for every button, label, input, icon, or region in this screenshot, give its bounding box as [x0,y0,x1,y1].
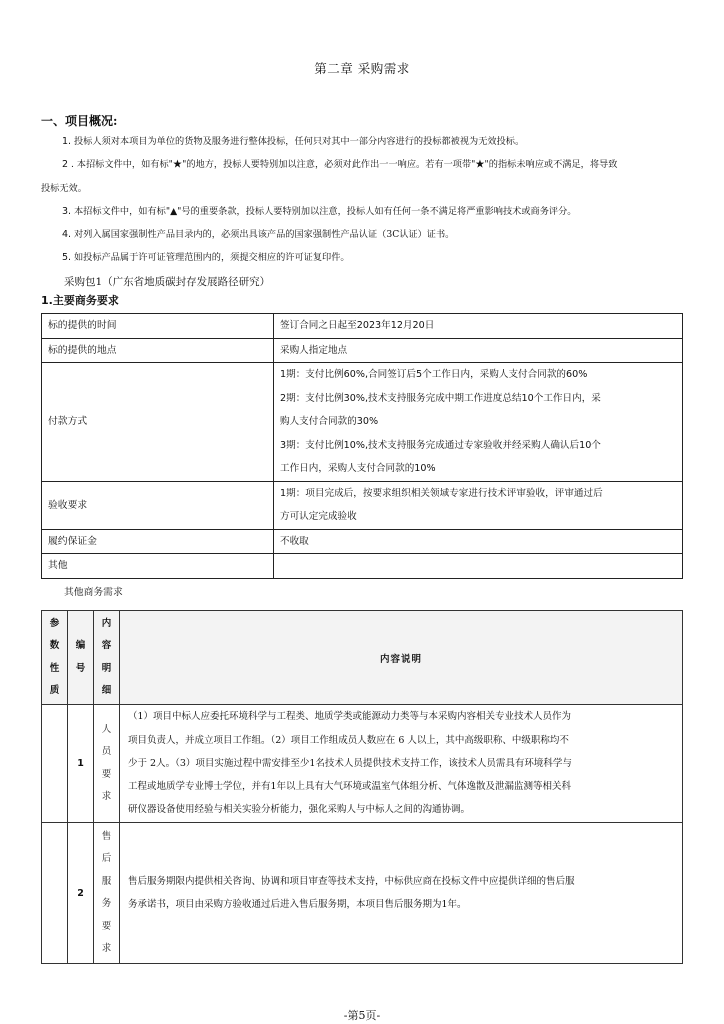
value-line: 采购人指定地点 [280,344,348,356]
item-number: 5. [62,252,72,263]
row-value [274,481,683,529]
other-requirements-title: 其他商务需求 [64,587,123,598]
row-label: 其他 [42,554,274,579]
overview-item-4 [62,229,454,241]
item-number: 1. [62,136,72,147]
main-requirements-heading [41,292,119,308]
row-label: 付款方式 [42,363,274,482]
section-heading: 一、项目概况: [41,114,118,128]
table-row [42,481,683,529]
row-value [274,363,683,482]
header-content-detail: 内 容 明 细 [94,611,120,705]
package-title: 采购包1（广东省地质碳封存发展路径研究） [64,276,271,288]
header-content-description: 内容说明 [120,611,683,705]
row-label: 验收要求 [42,481,274,529]
value-line [280,554,676,578]
overview-item-2 [62,159,617,171]
header-number: 编 号 [68,611,94,705]
item-text: 本招标文件中，如有标"▲"号的重要条款，投标人要特别加以注意，投标人如有任何一条不满足将严重影响技术或商务评分。 [74,206,577,217]
heading-text: 主要商务要求 [52,294,119,307]
overview-item-3 [62,206,576,218]
table-row [42,338,683,363]
heading-number: 1. [41,294,53,307]
row-detail: 人 员 要 求 [94,705,120,823]
value-line: 签订合同之日起至2023年12月20日 [280,320,435,331]
row-label: 标的提供的时间 [42,314,274,339]
page-number: -第5页- [343,1009,381,1022]
overview-item-2-continuation: 投标无效。 [41,183,87,194]
table-row [42,314,683,339]
table-header-row [42,611,683,705]
value-line: 工作日内，采购人支付合同款的10% [280,463,436,474]
item-number: 3. [62,206,72,217]
row-detail: 售 后 服 务 要 求 [94,823,120,964]
other-requirements-table [41,610,683,964]
item-number: 4. [62,229,72,240]
value-line: 1期：支付比例60%,合同签订后5个工作日内，采购人支付合同款的60% [280,369,588,380]
chapter-title: 第二章 采购需求 [314,61,410,76]
row-description: （1）项目中标人应委托环境科学与工程类、地质学类或能源动力类等与本采购内容相关专业技术人员作为 项目负责人，并成立项目工作组。（2）项目工作组成员人数应在 6 人以上，其中高级职称、中级职称均不 少于 2人。（3）项目实施过程中需安排至少1名技术人员提供技术支持工作，该技术人员需具有环境科学与 工程或地质学专业博士学位，并有1年以上具有大气环境或温室气体组分析、气体逸散及泄漏监测等相关科 研仪器设备使用经验与相关实验分析能力，强化采购人与中标人之间的沟通协调。 [120,705,683,823]
item-text: 如投标产品属于许可证管理范围内的，须提交相应的许可证复印件。 [74,252,350,263]
table-row [42,554,683,579]
table-row [42,363,683,482]
overview-item-5 [62,252,350,264]
item-text: 对列入属国家强制性产品目录内的，必须出具该产品的国家强制性产品认证（3C认证）证书。 [74,229,455,240]
main-requirements-table [41,313,683,579]
value-line: 方可认定完成验收 [280,511,357,522]
item-number: 2 [62,159,69,170]
header-param-nature: 参 数 性 质 [42,611,68,705]
row-label: 标的提供的地点 [42,338,274,363]
value-line: 购人支付合同款的30% [280,416,379,427]
value-line: 3期：支付比例10%,技术支持服务完成通过专家验收并经采购人确认后10个 [280,439,601,451]
item-text: . 本招标文件中，如有标"★"的地方，投标人要特别加以注意，必须对此作出一一响应。若有一项带"★"的指标未响应或不满足，将导致 [68,159,618,170]
row-value [274,338,683,363]
row-value [274,529,683,554]
row-description: 售后服务期限内提供相关咨询、协调和项目审查等技术支持，中标供应商在投标文件中应提供详细的售后服 务承诺书，项目由采购方验收通过后进入售后服务期，本项目售后服务期为1年。 [120,823,683,964]
table-row [42,529,683,554]
value-line: 2期：支付比例30%,技术支持服务完成中期工作进度总结10个工作日内，采 [280,392,601,404]
value-line: 不收取 [280,535,309,547]
param-nature-cell [42,705,68,823]
value-line: 1期：项目完成后，按要求组织相关领域专家进行技术评审验收，评审通过后 [280,487,603,499]
table-row [42,823,683,964]
table-row [42,705,683,823]
row-label: 履约保证金 [42,529,274,554]
row-number: 1 [68,705,94,823]
row-value [274,314,683,339]
item-text: 投标人须对本项目为单位的货物及服务进行整体投标，任何只对其中一部分内容进行的投标都被视为无效投标。 [74,136,525,147]
row-number: 2 [68,823,94,964]
row-value [274,554,683,579]
overview-item-1 [62,136,524,148]
param-nature-cell [42,823,68,964]
